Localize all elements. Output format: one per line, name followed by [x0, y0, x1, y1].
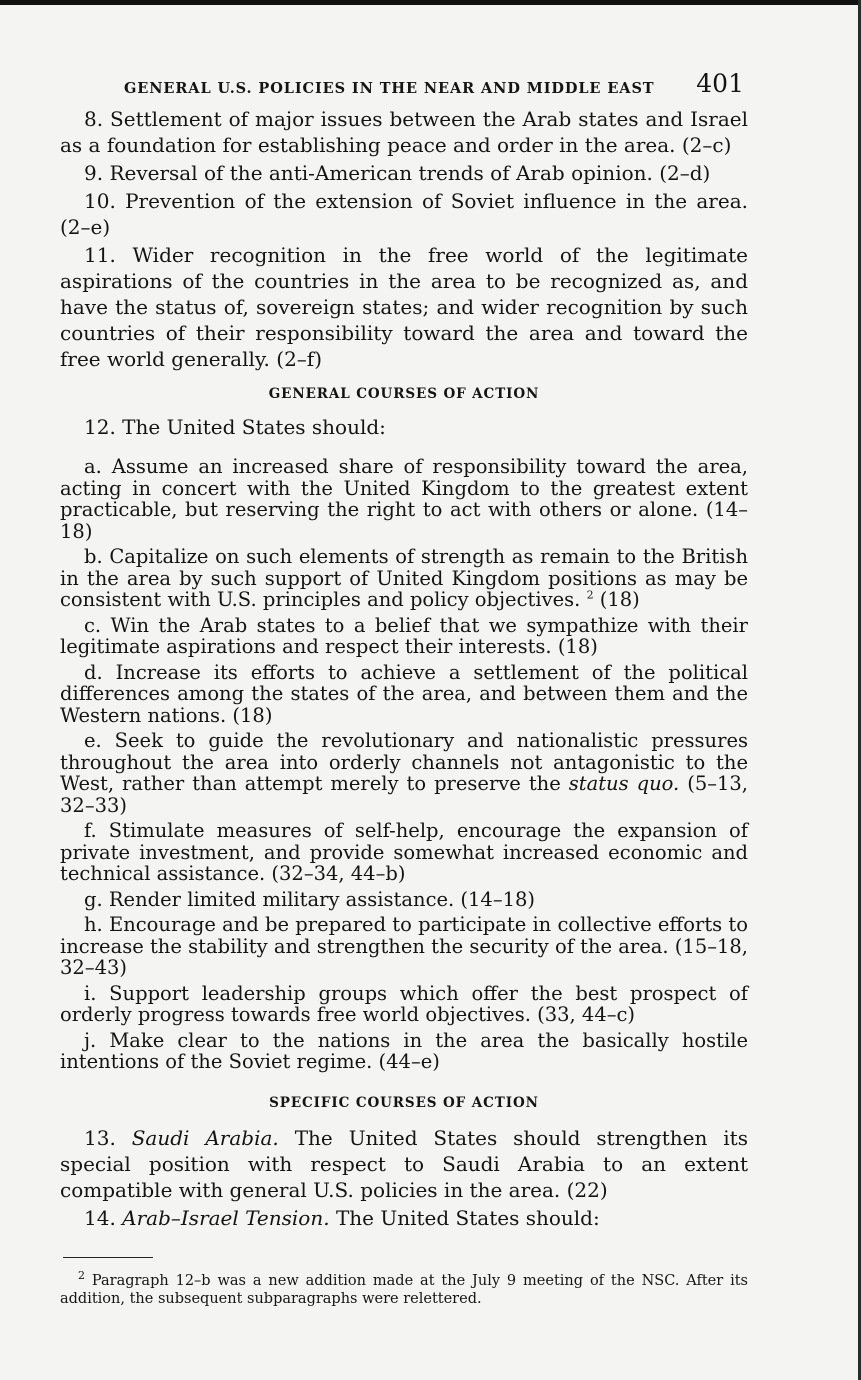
- item-12i: i. Support leadership groups which offer the best prospect of orderly progress towards free world objectives. (33, 44–c): [60, 981, 748, 1026]
- item-12b-citation: (18): [593, 588, 640, 611]
- paragraph-14-text: The United States should:: [329, 1205, 600, 1230]
- paragraph-14-number: 14.: [84, 1205, 123, 1230]
- paragraph-9: 9. Reversal of the anti-American trends of Arab opinion. (2–d): [84, 161, 711, 185]
- paragraph-14-title: Arab–Israel Tension.: [122, 1205, 330, 1230]
- item-12b: [60, 546, 748, 611]
- footnote: [60, 1269, 748, 1308]
- footnote-text: Paragraph 12–b was a new addition made at the July 9 meeting of the NSC. After its addition, the subsequent subparagraphs were relettered.: [60, 1273, 748, 1307]
- section-heading-specific: SPECIFIC COURSES OF ACTION: [269, 1094, 539, 1111]
- item-12f: f. Stimulate measures of self-help, encourage the expansion of private investment, and provide somewhat increased economic and technical assistance. (32–34, 44–b): [60, 819, 748, 885]
- footnote-mark: 2: [78, 1269, 85, 1283]
- item-12b-text: b. Capitalize on such elements of strength as remain to the British in the area by such support of United Kingdom positions as may be consistent with U.S. principles and policy objectives.: [60, 545, 748, 611]
- item-12j: j. Make clear to the nations in the area the basically hostile intentions of the Soviet regime. (44–e): [60, 1028, 748, 1073]
- paragraph-13: [60, 1125, 748, 1203]
- footnote-reference[interactable]: 2: [586, 588, 594, 602]
- item-12e-citation: (5–13, 32–33): [60, 772, 748, 817]
- paragraph-8: 8. Settlement of major issues between the Arab states and Israel as a foundation for establishing peace and order in the area. (2–c): [60, 107, 748, 157]
- item-12e: [60, 730, 748, 816]
- paragraph-14: [60, 1205, 748, 1231]
- section-heading-general: GENERAL COURSES OF ACTION: [268, 386, 540, 402]
- paragraph-13-text: The United States should strengthen its special position with respect to Saudi Arabia to an extent compatible with general U.S. policies in the area. (22): [60, 1125, 748, 1202]
- item-12d: d. Increase its efforts to achieve a settlement of the political differences among the states of the area, and between them and the Western nations. (18): [60, 660, 748, 727]
- item-12a: a. Assume an increased share of responsibility toward the area, acting in concert with the United Kingdom to the greatest extent practicable, but reserving the right to act with others or alone. (14–18): [60, 455, 748, 543]
- page-top-edge: [0, 0, 861, 5]
- paragraph-13-number: 13.: [84, 1125, 132, 1150]
- item-12h: h. Encourage and be prepared to participate in collective efforts to increase the stability and strengthen the security of the area. (15–18, 32–43): [60, 913, 748, 979]
- page-header: [60, 66, 748, 106]
- paragraph-11: 11. Wider recognition in the free world of the legitimate aspirations of the countries in the area to be recognized as, and have the status of, sovereign states; and wider recognition by such countries of their responsibility toward the area and toward the free world generally. (2–f): [60, 243, 748, 371]
- paragraph-10: 10. Prevention of the extension of Soviet influence in the area. (2–e): [60, 189, 748, 239]
- item-12e-italic: status quo.: [568, 772, 680, 795]
- item-12g: g. Render limited military assistance. (14–18): [84, 887, 536, 911]
- paragraph-12-intro: 12. The United States should:: [84, 415, 386, 439]
- item-12c: c. Win the Arab states to a belief that we sympathize with their legitimate aspirations and respect their interests. (18): [60, 613, 748, 658]
- document-page: [60, 66, 748, 1323]
- page-number: 401: [696, 69, 744, 98]
- item-12e-text: e. Seek to guide the revolutionary and nationalistic pressures throughout the area into orderly channels not antagonistic to the West, rather than attempt merely to preserve the: [60, 729, 748, 795]
- footnote-divider: [63, 1257, 153, 1258]
- paragraph-13-title: Saudi Arabia.: [131, 1125, 279, 1150]
- running-head: GENERAL U.S. POLICIES IN THE NEAR AND MIDDLE EAST: [124, 80, 655, 97]
